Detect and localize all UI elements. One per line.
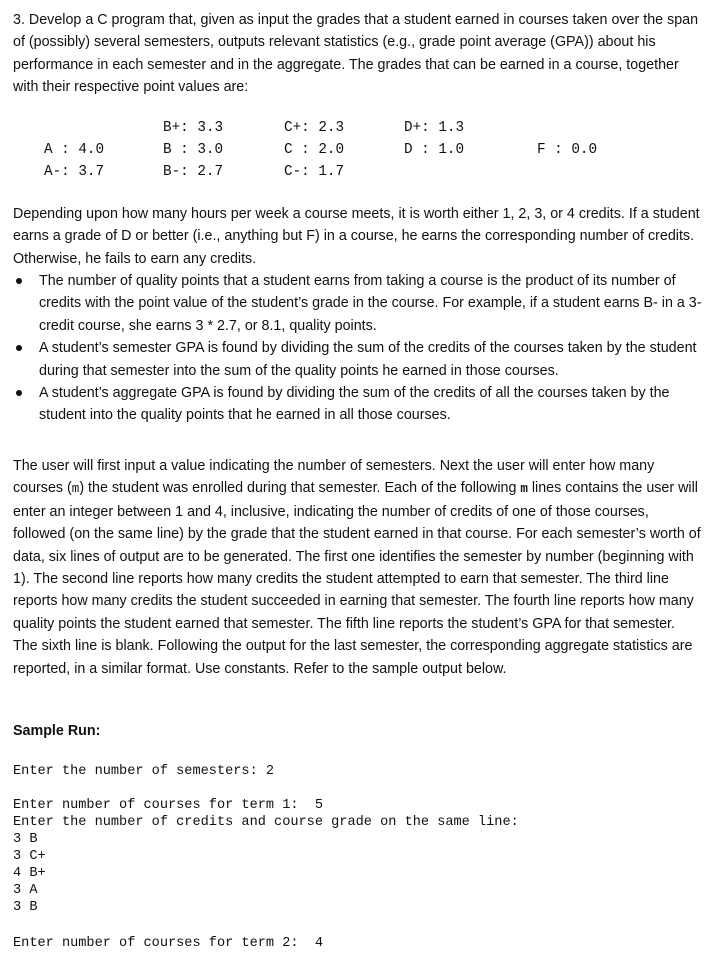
problem-intro: 3. Develop a C program that, given as input the grades that a student earned in courses taken over the span of (possibly) several semesters, outputs relevant statistics (e.g., grade point average (GPA)) about his performance in each semester and in the aggregate. The grades that can be earned in a course, together with their respective point values are: [13,12,699,96]
list-item [13,337,703,382]
grade-b: B : 3.0 [163,142,224,158]
grade-b-minus: B-: 2.7 [163,164,224,180]
list-item [13,382,703,427]
term2-prompt: Enter number of courses for term 2: 4 [13,936,323,951]
bullet-text: The number of quality points that a student earns from taking a course is the product of its number of credits with the point value of the student’s grade in the course. For example, if a student earns B- in a 3-credit course, she earns 3 * 2.7, or 8.1, quality points. [39,273,702,334]
code-m: m [71,482,80,497]
grade-a-minus: A-: 3.7 [44,164,105,180]
grade-f: F : 0.0 [537,142,598,158]
sample-run-heading: Sample Run: [13,723,101,739]
input-paragraph-part1: The user will first input a value indicating the number of semesters. Next the user will enter how many courses ( [13,458,655,497]
grade-d: D : 1.0 [404,142,465,158]
rules-list [13,270,703,427]
bullet-icon [16,390,22,396]
input-paragraph [13,455,703,680]
grade-c: C : 2.0 [284,142,345,158]
term1-entry: 3 B [13,900,38,915]
semesters-prompt: Enter the number of semesters: 2 [13,764,275,779]
grade-d-plus: D+: 1.3 [404,120,465,136]
grade-b-plus: B+: 3.3 [163,120,224,136]
term1-entry: 3 A [13,883,38,898]
credits-prompt: Enter the number of credits and course grade on the same line: [13,815,519,830]
bullet-icon [16,345,22,351]
credits-paragraph: Depending upon how many hours per week a course meets, it is worth either 1, 2, 3, or 4 credits. If a student earns a grade of D or better (i.e., anything but F) in a course, he earns the corresponding number of credits. Otherwise, he fails to earn any credits. [13,206,700,267]
bullet-text: A student’s semester GPA is found by dividing the sum of the credits of the courses taken by the student during that semester into the sum of the quality points he earned in those courses. [39,340,697,379]
input-paragraph-part3: lines contains the user will enter an integer between 1 and 4, inclusive, indicating the number of credits of one of those courses, followed (on the same line) by the grade that the student earned in that course. For each semester’s worth of data, six lines of output are to be generated. The first one identifies the semester by number (beginning with 1). The second line reports how many credits the student attempted to earn that semester. The third line reports how many credits the student succeeded in earning that semester. The fourth line reports how many quality points the student earned that semester. The fifth line reports the student’s GPA for that semester. The sixth line is blank. Following the output for the last semester, the corresponding aggregate statistics are reported, in a similar format. Use constants. Refer to the sample output below. [13,480,701,677]
input-paragraph-part2: ) the student was enrolled during that semester. Each of the following [79,480,521,497]
term1-entry: 3 C+ [13,849,46,864]
grade-c-plus: C+: 2.3 [284,120,345,136]
grade-c-minus: C-: 1.7 [284,164,345,180]
term1-entry: 4 B+ [13,866,46,881]
list-item [13,270,703,337]
term1-prompt: Enter number of courses for term 1: 5 [13,798,323,813]
term1-entry: 3 B [13,832,38,847]
bullet-text: A student’s aggregate GPA is found by dividing the sum of the credits of all the courses taken by the student into the quality points that he earned in all those courses. [39,385,670,424]
grade-a: A : 4.0 [44,142,105,158]
code-m-bold: m [520,482,528,497]
bullet-icon [16,278,22,284]
